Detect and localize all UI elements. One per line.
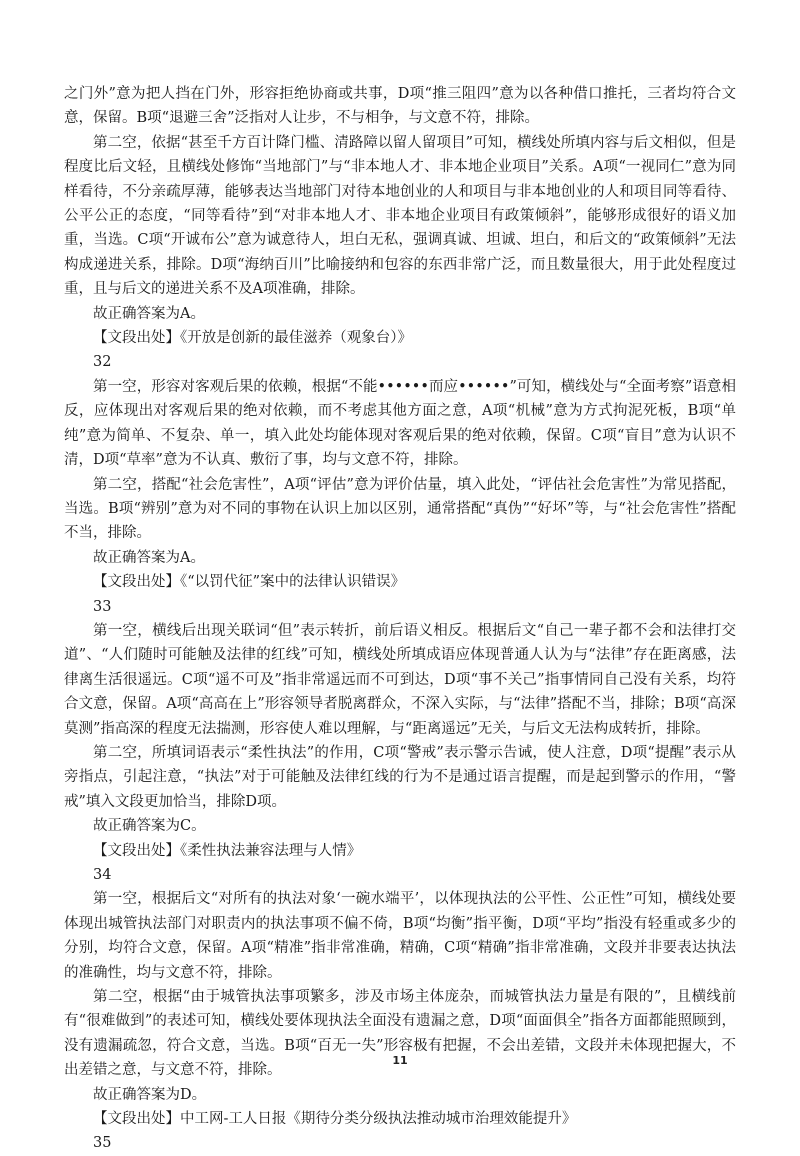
page-number: 11: [392, 1054, 408, 1067]
source-citation: 【文段出处】《柔性执法兼容法理与人情》: [93, 842, 362, 859]
paragraph: 第一空，形容对客观后果的依赖，根据“不能••••••而应••••••”可知，横线处与“全面考察”语意相反，应体现出对客观后果的绝对依赖，而不考虑其他方面之意，A项“机械”意为方式拘泥死板，B项“单纯”意为简单、不复杂、单一，填入此处均能体现对客观后果的绝对依赖，保留。C项“盲目”意为认识不清，D项“草率”意为不认真、敷衍了事，均与文意不符，排除。: [64, 378, 736, 469]
paragraph: 故正确答案为A。: [93, 305, 205, 322]
paragraph: 第一空，横线后出现关联词“但”表示转折，前后语义相反。根据后文“自己一辈子都不会和法律打交道”、“人们随时可能触及法律的红线”可知，横线处所填成语应体现普通人认为与“法律”存在距离感，法律离生活很遥远。C项“遥不可及”指非常遥远而不可到达，D项“事不关己”指事情同自己没有关系，均符合文意，保留。A项“高高在上”形容领导者脱离群众，不深入实际，与“法律”搭配不当，排除；B项“高深莫测”指高深的程度无法揣测，形容使人难以理解，与“距离遥远”无关，与后文无法构成转折，排除。: [64, 622, 736, 737]
question-number: 35: [93, 1135, 112, 1152]
question-number: 34: [93, 867, 112, 883]
question-number: 33: [93, 598, 112, 615]
paragraph-continued: 之门外”意为把人挡在门外，形容拒绝协商或共事，D项“推三阻四”意为以各种借口推托，三者均符合文意，保留。B项“退避三舍”泛指对人让步，不与相争，与文意不符，排除。: [64, 86, 736, 127]
paragraph: 第一空，根据后文“对所有的执法对象‘一碗水端平’，以体现执法的公平性、公正性”可知，横线处要体现出城管执法部门对职责内的执法事项不偏不倚，B项“均衡”指平衡，D项“平均”指没有轻重或多少的分别，均符合文意，保留。A项“精准”指非常准确，精确，C项“精确”指非常准确，文段并非要表达执法的准确性，均与文意不符，排除。: [64, 891, 736, 981]
paragraph: 第二空，所填词语表示“柔性执法”的作用，C项“警戒”表示警示告诫，使人注意，D项“提醒”表示从旁指点，引起注意，“执法”对于可能触及法律红线的行为不是通过语言提醒，而是起到警示的作用，“警戒”填入文段更加恰当，排除D项。: [64, 744, 736, 810]
paragraph: 故正确答案为A。: [93, 549, 205, 566]
source-citation: 【文段出处】中工网-工人日报《期待分类分级执法推动城市治理效能提升》: [93, 1111, 577, 1128]
paragraph: 故正确答案为D。: [93, 1086, 207, 1103]
answer-explanations: [64, 82, 736, 1156]
paragraph: 故正确答案为C。: [93, 818, 206, 835]
source-citation: 【文段出处】《“以罚代征”案中的法律认识错误》: [93, 574, 406, 591]
source-citation: 【文段出处】《开放是创新的最佳滋养（观象台）》: [93, 330, 412, 347]
paragraph: 第二空，依据“甚至千方百计降门槛、清路障以留人留项目”可知，横线处所填内容与后文相似，但是程度比后文轻，且横线处修饰“当地部门”与“非本地人才、非本地企业项目”关系。A项“一视同仁”意为同样看待，不分亲疏厚薄，能够表达当地部门对待本地创业的人和项目与非本地创业的人和项目同等看待、公平公正的态度，“同等看待”到“对非本地人才、非本地企业项目有政策倾斜”，能够形成很好的语义加重，当选。C项“开诚布公”意为诚意待人，坦白无私，强调真诚、坦诚、坦白，和后文的“政策倾斜”无法构成递进关系，排除。D项“海纳百川”比喻接纳和包容的东西非常广泛，而且数量很大，用于此处程度过重，且与后文的递进关系不及A项准确，排除。: [64, 134, 736, 298]
question-number: 32: [93, 354, 112, 371]
paragraph: 第二空，搭配“社会危害性”，A项“评估”意为评价估量，填入此处，“评估社会危害性”为常见搭配，当选。B项“辨别”意为对不同的事物在认识上加以区别，通常搭配“真伪”“好坏”等，与“社会危害性”搭配不当，排除。: [64, 476, 736, 542]
paragraph: 第二空，根据“由于城管执法事项繁多，涉及市场主体庞杂，而城管执法力量是有限的”，且横线前有“很难做到”的表述可知，横线处要体现执法全面没有遗漏之意，D项“面面俱全”指各方面都能照顾到，没有遗漏疏忽，符合文意，当选。B项“百无一失”形容极有把握，不会出差错，文段并未体现把握大，不出差错之意，与文意不符，排除。: [64, 989, 736, 1079]
